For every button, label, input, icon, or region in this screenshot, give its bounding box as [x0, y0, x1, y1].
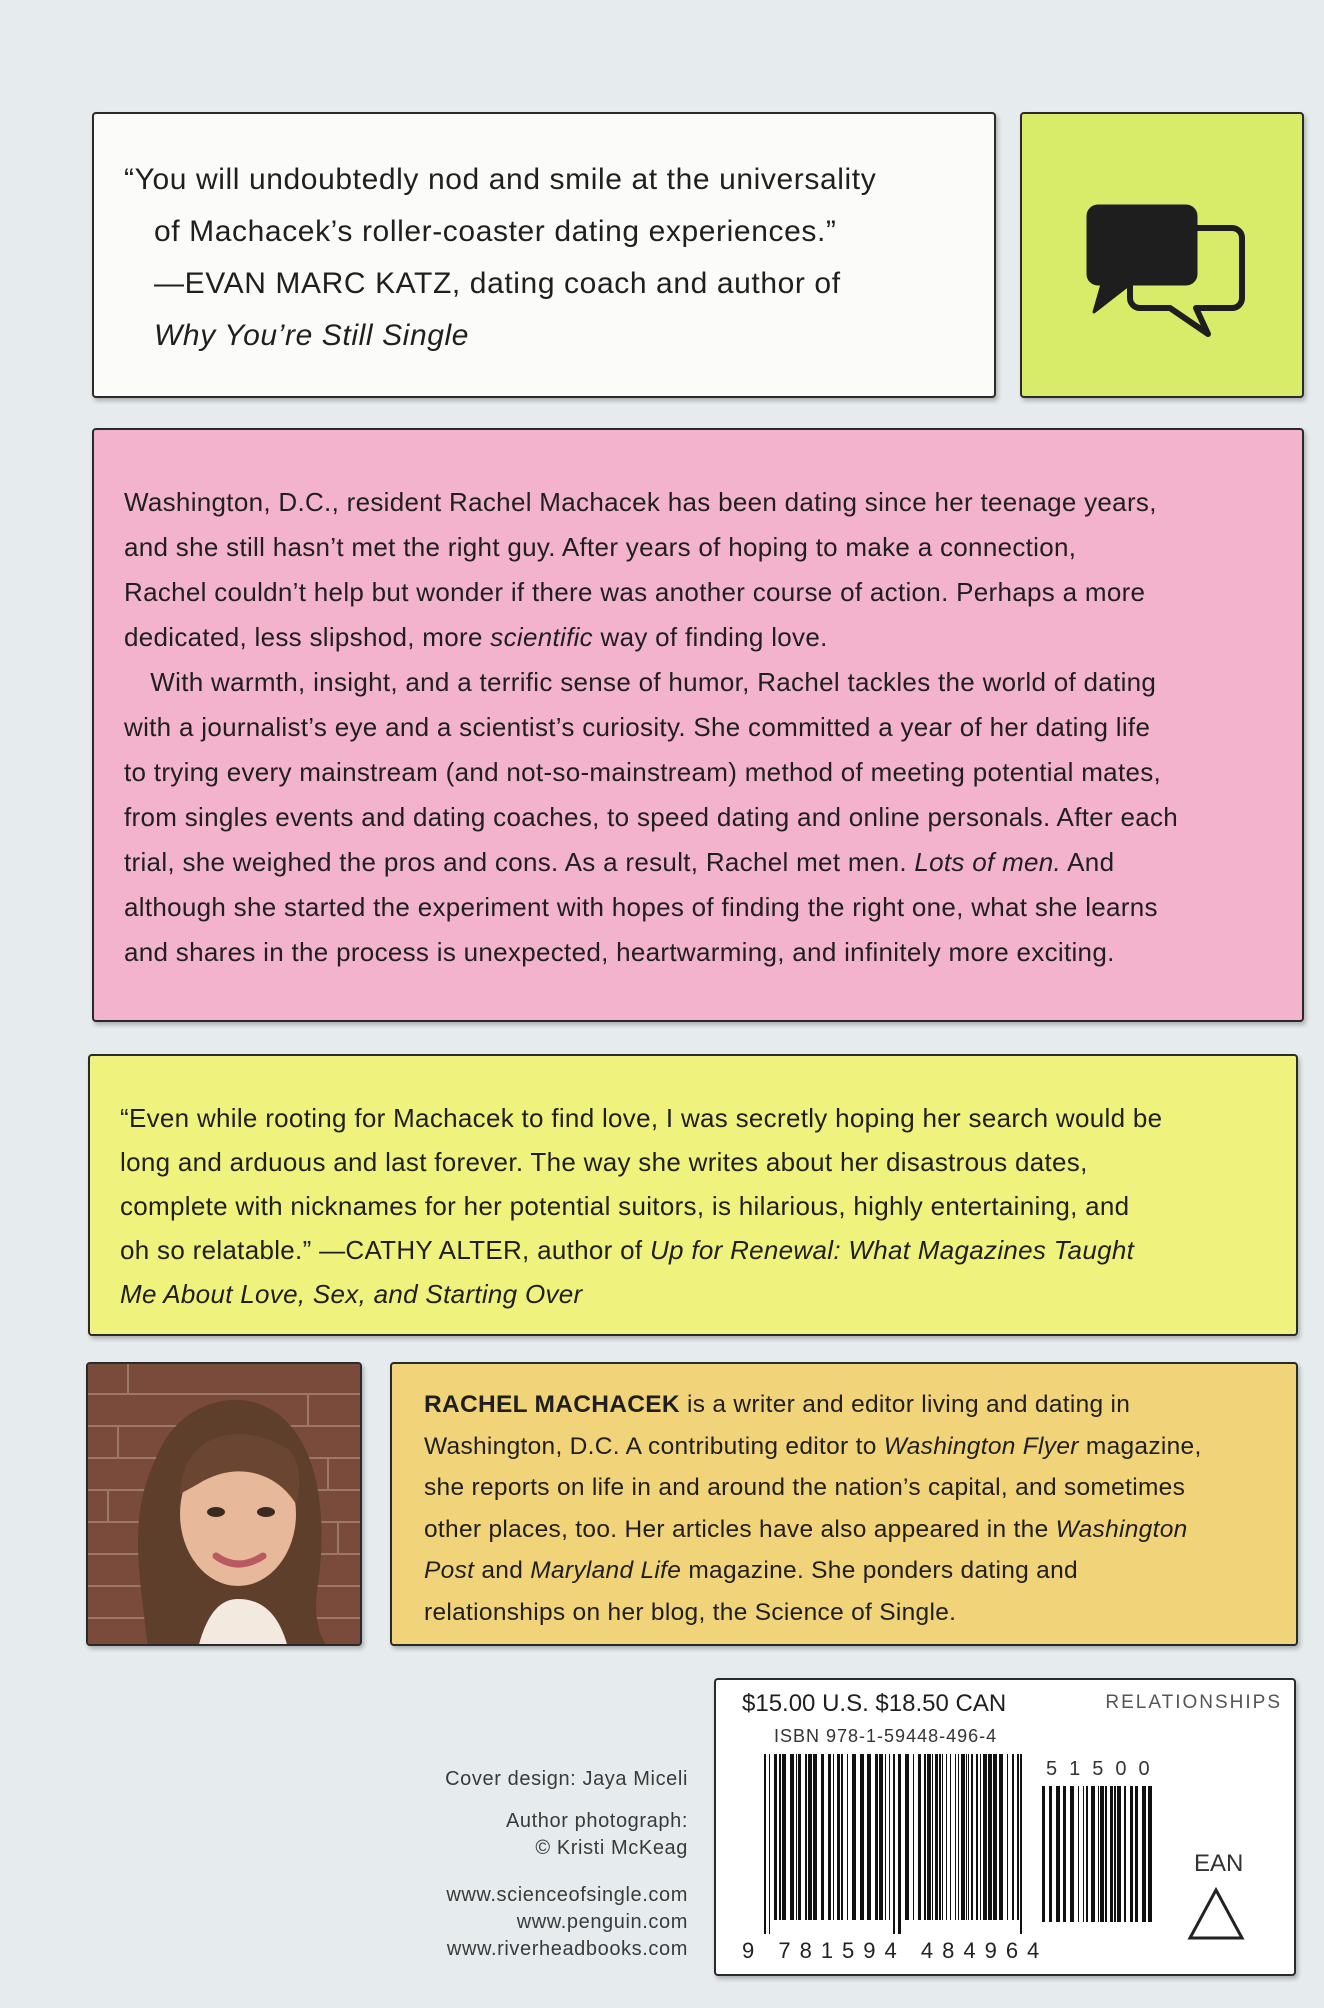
synopsis-text: dedicated, less slipshod, more	[124, 622, 491, 652]
barcode-bar	[828, 1754, 831, 1920]
bio-text: is a writer and editor living and dating in	[679, 1391, 1131, 1418]
barcode-bar	[1063, 1786, 1066, 1922]
synopsis-line	[124, 885, 1274, 930]
barcode-bar	[1100, 1786, 1104, 1922]
barcode-bar	[769, 1754, 770, 1934]
synopsis-text: And	[1061, 847, 1115, 877]
quote-line	[120, 1096, 1270, 1140]
ean-digits: 9 781594 484964	[742, 1938, 1049, 1963]
barcode-bar	[942, 1754, 943, 1920]
barcode-bar	[983, 1754, 987, 1920]
synopsis-line	[124, 480, 1274, 525]
barcode-bar	[918, 1754, 921, 1920]
barcode-bar	[779, 1754, 781, 1920]
ean-label: EAN	[1194, 1850, 1244, 1877]
bio-text: Washington Flyer	[883, 1432, 1079, 1460]
synopsis-line	[124, 570, 1274, 615]
barcode-bar	[898, 1754, 901, 1934]
cover-design-credit: Cover design: Jaya Miceli	[445, 1768, 688, 1790]
barcode-bar	[993, 1754, 997, 1920]
author-photo	[86, 1362, 362, 1646]
photo-credit-label: Author photograph:	[505, 1810, 688, 1832]
barcode-bar	[782, 1754, 786, 1920]
barcode-bar	[879, 1754, 883, 1920]
author-bio	[390, 1362, 1298, 1646]
photo-credits	[506, 1808, 688, 1862]
quote-line	[120, 1184, 1270, 1228]
barcode-bar	[774, 1754, 777, 1920]
isbn-label: ISBN 978-1-59448-496-4	[774, 1726, 998, 1746]
barcode-bar	[867, 1754, 871, 1920]
supplement-digits: 51500	[1046, 1758, 1162, 1780]
bio-text: she reports on life in and around the nation’s capital, and sometimes	[424, 1474, 1186, 1501]
quote-line: of Machacek’s roller-coaster dating experiences.”	[154, 215, 837, 248]
synopsis-line	[124, 795, 1274, 840]
barcode-bar	[1012, 1754, 1014, 1920]
synopsis-text: and shares in the process is unexpected, heartwarming, and infinitely more exciting.	[124, 937, 1115, 967]
barcode-bar	[1124, 1786, 1126, 1922]
barcode-bar	[958, 1754, 959, 1920]
barcode-bar	[932, 1754, 933, 1920]
barcode-bar	[1091, 1786, 1095, 1922]
category-label: RELATIONSHIPS	[1105, 1692, 1282, 1713]
quote-text: Up for Renewal: What Magazines Taught	[649, 1235, 1135, 1265]
barcode-bar	[966, 1754, 967, 1920]
barcode-bar	[1110, 1786, 1113, 1922]
barcode-bar	[1114, 1786, 1116, 1922]
barcode-bar	[1049, 1786, 1052, 1922]
quote-line	[120, 1228, 1270, 1272]
bio-text: other places, too. Her articles have also appeared in the	[424, 1515, 1056, 1543]
bio-text: Post	[424, 1557, 475, 1584]
synopsis-text: to trying every mainstream (and not-so-mainstream) method of meeting potential mates,	[124, 757, 1162, 787]
speech-bubbles-icon	[1022, 114, 1306, 400]
synopsis-text: Rachel couldn’t help but wonder if there was another course of action. Perhaps a more	[124, 577, 1146, 607]
quote-line	[120, 1140, 1270, 1184]
credits	[445, 1766, 688, 1793]
website-links	[446, 1882, 688, 1963]
synopsis-text: Lots of men.	[914, 847, 1062, 877]
barcode-bar	[805, 1754, 807, 1920]
barcode-bar	[885, 1754, 886, 1920]
barcode-bar	[1078, 1786, 1079, 1922]
barcode-bar	[1020, 1754, 1022, 1934]
barcode-bar	[1117, 1786, 1121, 1922]
supplement-barcode	[1038, 1786, 1158, 1936]
barcode-bar	[860, 1754, 864, 1920]
barcode-bar	[1070, 1786, 1074, 1922]
triangle-icon	[1186, 1886, 1246, 1942]
barcode-bar	[808, 1754, 812, 1920]
quote-text: oh so relatable.” —CATHY ALTER, author of	[120, 1235, 650, 1265]
barcode-bar	[893, 1754, 895, 1934]
synopsis-line	[124, 840, 1274, 885]
url-link[interactable]: www.scienceofsingle.com	[446, 1884, 688, 1906]
barcode-bar	[833, 1754, 834, 1920]
synopsis-line	[124, 750, 1274, 795]
quote-line	[120, 1272, 1270, 1316]
barcode-bar	[950, 1754, 951, 1920]
barcode-bar	[1086, 1786, 1088, 1922]
barcode-bar	[1042, 1786, 1045, 1922]
endorsement-quote-alter	[88, 1054, 1298, 1336]
bio-text: relationships on her blog, the Science of Single.	[424, 1598, 957, 1626]
quote-text: “Even while rooting for Machacek to find love, I was secretly hoping her search would be	[120, 1103, 1163, 1133]
icon-panel	[1020, 112, 1304, 398]
bio-text: Washington	[1055, 1515, 1188, 1543]
barcode-bar	[980, 1754, 981, 1920]
barcode-bar	[1007, 1754, 1008, 1920]
barcode-panel	[714, 1678, 1296, 1976]
quote-line: “You will undoubtedly nod and smile at the universality	[124, 163, 877, 196]
barcode-bar	[852, 1754, 856, 1920]
barcode-bar	[790, 1754, 794, 1920]
photo-credit-name: © Kristi McKeag	[535, 1837, 688, 1859]
synopsis-line	[124, 705, 1274, 750]
barcode-bar	[841, 1754, 843, 1920]
synopsis-line	[124, 615, 1274, 660]
synopsis-line	[124, 525, 1274, 570]
price-label: $15.00 U.S. $18.50 CAN	[742, 1690, 1007, 1717]
bio-text: and	[474, 1557, 531, 1584]
synopsis-text: from singles events and dating coaches, to speed dating and online personals. After each	[124, 802, 1179, 832]
barcode-bar	[988, 1754, 992, 1920]
author-name: RACHEL MACHACEK	[424, 1391, 680, 1418]
synopsis-line	[124, 930, 1274, 975]
barcode-bar	[961, 1754, 965, 1920]
endorsement-quote-katz	[92, 112, 996, 398]
barcode-bar	[939, 1754, 941, 1920]
quote-text: long and arduous and last forever. The way she writes about her disastrous dates,	[120, 1147, 1088, 1177]
barcode-bar	[924, 1754, 926, 1920]
ean-barcode	[760, 1754, 1030, 1934]
barcode-bar	[968, 1754, 969, 1920]
synopsis-text: way of finding love.	[592, 622, 828, 652]
barcode-bar	[935, 1754, 938, 1920]
synopsis-text: scientific	[490, 622, 593, 652]
barcode-bar	[1142, 1786, 1146, 1922]
quote-text: complete with nicknames for her potential suitors, is hilarious, highly entertaining, and	[120, 1191, 1130, 1221]
barcode-bar	[971, 1754, 973, 1920]
barcode-bar	[813, 1754, 817, 1920]
barcode-bar	[1056, 1786, 1060, 1922]
barcode-bar	[999, 1754, 1003, 1920]
barcode-bar	[946, 1754, 947, 1920]
barcode-bar	[913, 1754, 914, 1920]
barcode-bar	[1148, 1786, 1152, 1922]
barcode-bar	[764, 1754, 766, 1934]
synopsis-text: Washington, D.C., resident Rachel Machacek has been dating since her teenage years,	[124, 487, 1157, 517]
quote-attribution: —EVAN MARC KATZ, dating coach and author of	[154, 267, 841, 300]
synopsis-text: although she started the experiment with hopes of finding the right one, what she learns	[124, 892, 1158, 922]
barcode-bar	[1017, 1754, 1019, 1920]
synopsis-text: and she still hasn’t met the right guy. After years of hoping to make a connection,	[124, 532, 1077, 562]
url-link[interactable]: www.riverheadbooks.com	[446, 1938, 688, 1960]
barcode-bar	[796, 1754, 797, 1920]
bio-text: magazine,	[1078, 1432, 1202, 1460]
synopsis-text: trial, she weighed the pros and cons. As a result, Rachel met men.	[124, 847, 915, 877]
synopsis-text: With warmth, insight, and a terrific sense of humor, Rachel tackles the world of dating	[124, 667, 1157, 697]
barcode-bar	[889, 1754, 890, 1920]
book-synopsis	[92, 428, 1304, 1022]
barcode-bar	[1130, 1786, 1133, 1922]
synopsis-line	[124, 660, 1274, 705]
barcode-bar	[837, 1754, 840, 1920]
quote-text: Me About Love, Sex, and Starting Over	[120, 1279, 583, 1309]
barcode-bar	[905, 1754, 909, 1920]
url-link[interactable]: www.penguin.com	[516, 1911, 688, 1933]
bio-text: magazine. She ponders dating and	[681, 1557, 1078, 1584]
barcode-bar	[1105, 1786, 1107, 1922]
barcode-bar	[798, 1754, 801, 1920]
barcode-bar	[821, 1754, 824, 1920]
barcode-bar	[927, 1754, 931, 1920]
barcode-bar	[1098, 1786, 1099, 1922]
bio-text: Washington, D.C. A contributing editor to	[424, 1432, 884, 1460]
bio-text: Maryland Life	[530, 1557, 682, 1584]
barcode-bar	[1083, 1786, 1084, 1922]
barcode-bar	[1135, 1786, 1138, 1922]
barcode-bar	[875, 1754, 878, 1920]
barcode-bar	[955, 1754, 956, 1920]
barcode-bar	[976, 1754, 978, 1920]
synopsis-text: with a journalist’s eye and a scientist’s curiosity. She committed a year of her dating life	[124, 712, 1151, 742]
barcode-bar	[847, 1754, 848, 1920]
quote-book-title: Why You’re Still Single	[154, 319, 470, 352]
